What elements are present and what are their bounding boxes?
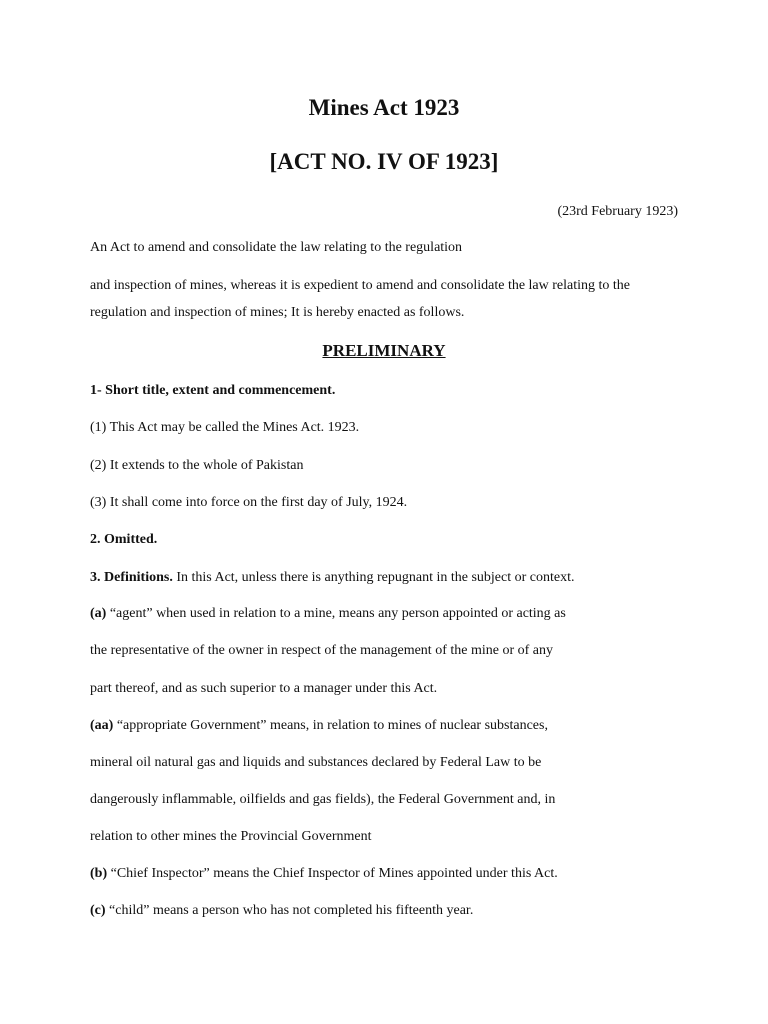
definition-aa-text: “appropriate Government” means, in relation to mines of nuclear substances, — [113, 718, 548, 733]
definition-aa — [90, 717, 548, 735]
definition-aa-line: mineral oil natural gas and liquids and substances declared by Federal Law to be — [90, 755, 542, 770]
definition-aa-line: relation to other mines the Provincial Government — [90, 829, 372, 844]
definition-aa-label: (aa) — [90, 718, 114, 733]
enactment-date: (23rd February 1923) — [557, 204, 678, 219]
section-2-heading — [90, 531, 157, 549]
section-3-definitions — [90, 569, 574, 587]
clause-1: (1) This Act may be called the Mines Act. 1923. — [90, 420, 360, 435]
definition-b-text: “Chief Inspector” means the Chief Inspector of Mines appointed under this Act. — [107, 866, 558, 881]
definition-a-label: (a) — [90, 606, 107, 621]
section-3-text: In this Act, unless there is anything repugnant in the subject or context. — [172, 570, 575, 585]
preamble-line: and inspection of mines, whereas it is expedient to amend and consolidate the law relating to the — [90, 278, 631, 293]
section-1-heading — [90, 382, 335, 400]
preamble-line: regulation and inspection of mines; It is hereby enacted as follows. — [90, 305, 465, 320]
section-3-title: 3. Definitions. — [90, 570, 173, 585]
document-title: Mines Act 1923 — [308, 95, 460, 120]
definition-b-label: (b) — [90, 866, 108, 881]
definition-c-text: “child” means a person who has not completed his fifteenth year. — [105, 903, 474, 918]
definition-a — [90, 605, 566, 623]
act-number: [ACT NO. IV OF 1923] — [269, 149, 499, 174]
definition-aa-line: dangerously inflammable, oilfields and gas fields), the Federal Government and, in — [90, 792, 556, 807]
definition-a-line: the representative of the owner in respect of the management of the mine or of any — [90, 643, 553, 658]
definition-b — [90, 865, 558, 883]
definition-c — [90, 902, 473, 920]
clause-3: (3) It shall come into force on the first day of July, 1924. — [90, 495, 408, 510]
definition-a-line: part thereof, and as such superior to a manager under this Act. — [90, 681, 438, 696]
clause-2: (2) It extends to the whole of Pakistan — [90, 458, 304, 473]
section-heading — [0, 340, 768, 362]
section-2-title: 2. Omitted. — [90, 532, 158, 547]
definition-c-label: (c) — [90, 903, 106, 918]
section-1-title: 1- Short title, extent and commencement. — [90, 383, 336, 398]
preamble-line: An Act to amend and consolidate the law relating to the regulation — [90, 240, 463, 255]
definition-a-text: “agent” when used in relation to a mine, means any person appointed or acting as — [106, 606, 566, 621]
section-heading-text: PRELIMINARY — [322, 341, 446, 360]
